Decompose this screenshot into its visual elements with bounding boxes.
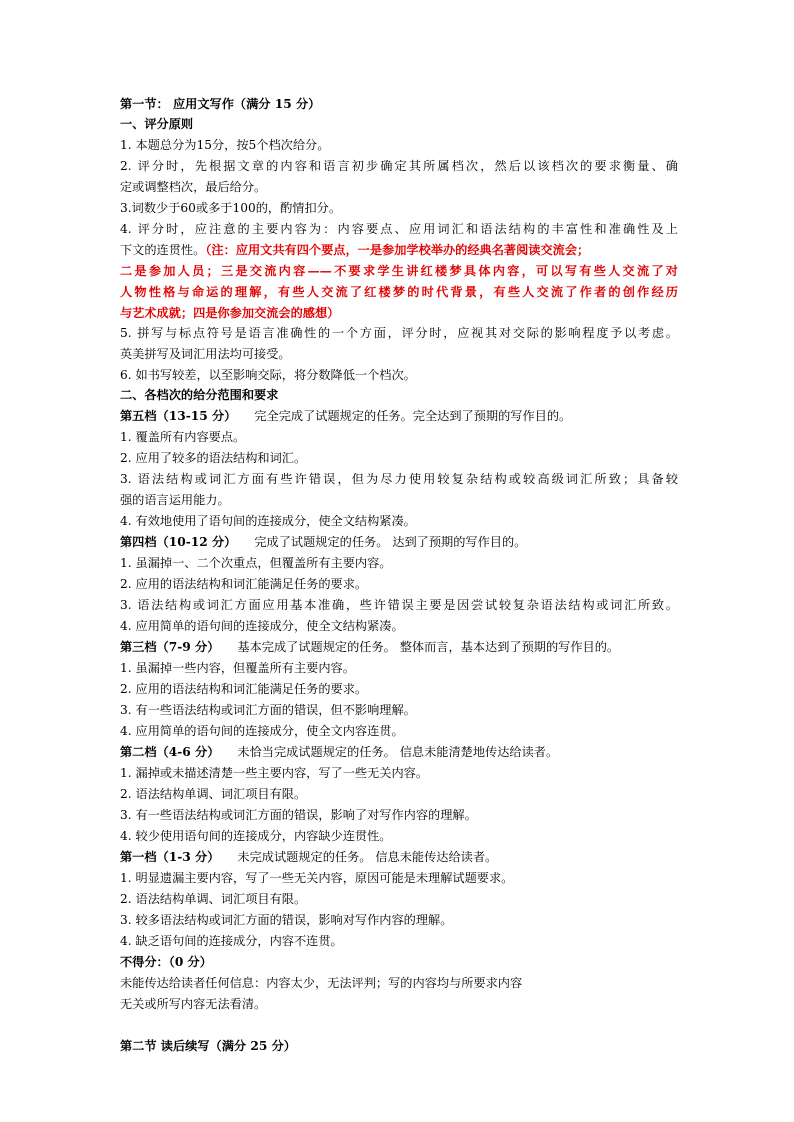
grade-2-header [120, 742, 558, 762]
principle-4-note-start: （注：应用文共有四个要点，一是参加学校举办的经典名著阅读交流会； [205, 243, 590, 257]
grade-2-item: 1. 漏掉或未描述清楚一些主要内容，写了一些无关内容。 [120, 766, 429, 780]
principle-4-line2 [120, 240, 589, 260]
grade-5-label: 第五档（13-15 分） [120, 409, 237, 423]
principle-3: 3.词数少于60或多于100的，酌情扣分。 [120, 201, 342, 215]
grade-1-desc: 未完成试题规定的任务。 信息未能传达给读者。 [237, 850, 498, 864]
section1-title: 第一节： 应用文写作（满分 15 分） [120, 97, 321, 111]
grade-4-desc: 完成了试题规定的任务。 达到了预期的写作目的。 [254, 535, 527, 549]
principle-5-line2: 英美拼写及词汇用法均可接受。 [120, 347, 291, 361]
principle-5-line1: 5. 拼写与标点符号是语言准确性的一个方面，评分时，应视其对交际的影响程度予以考虑。 [120, 326, 678, 340]
grade-5-item: 1. 覆盖所有内容要点。 [120, 430, 246, 444]
principle-1: 1. 本题总分为15分，按5个档次给分。 [120, 138, 330, 152]
grade-2-item: 2. 语法结构单调、词汇项目有限。 [120, 787, 307, 801]
grade-4-item: 2. 应用的语法结构和词汇能满足任务的要求。 [120, 577, 368, 591]
zero-score-line2: 无关或所写内容无法看清。 [120, 997, 267, 1011]
grade-2-item: 4. 较少使用语句间的连接成分，内容缺少连贯性。 [120, 829, 392, 843]
principle-4-line1: 4. 评分时，应注意的主要内容为：内容要点、应用词汇和语法结构的丰富性和准确性及上 [120, 222, 678, 236]
principles-heading: 一、评分原则 [120, 117, 194, 131]
grade-2-label: 第二档（4-6 分） [120, 745, 220, 759]
grade-3-item: 3. 有一些语法结构或词汇方面的错误，但不影响理解。 [120, 703, 416, 717]
grade-1-label: 第一档（1-3 分） [120, 850, 220, 864]
section2-title: 第二节 读后续写（满分 25 分） [120, 1039, 296, 1053]
principle-4-note-line4: 人物性格与命运的理解，有些人交流了红楼梦的时代背景，有些人交流了作者的创作经历 [120, 285, 678, 299]
grade-1-header [120, 847, 497, 867]
grade-5-item: 2. 应用了较多的语法结构和词汇。 [120, 451, 307, 465]
grade-4-item: 1. 虽漏掉一、二个次重点，但覆盖所有主要内容。 [120, 556, 392, 570]
grade-4-header [120, 532, 526, 552]
principle-4-plain: 下文的连贯性。 [120, 243, 206, 257]
grade-4-label: 第四档（10-12 分） [120, 535, 237, 549]
grade-4-item: 3. 语法结构或词汇方面应用基本准确，些许错误主要是因尝试较复杂语法结构或词汇所致。 [120, 598, 678, 612]
grade-3-item: 2. 应用的语法结构和词汇能满足任务的要求。 [120, 682, 368, 696]
grades-heading: 二、各档次的给分范围和要求 [120, 388, 279, 402]
grade-5-header [120, 406, 571, 426]
grade-1-item: 3. 较多语法结构或词汇方面的错误，影响对写作内容的理解。 [120, 913, 453, 927]
grade-3-item: 1. 虽漏掉一些内容，但覆盖所有主要内容。 [120, 661, 355, 675]
grade-1-item: 2. 语法结构单调、词汇项目有限。 [120, 892, 307, 906]
grade-3-header [120, 637, 619, 657]
grade-4-item: 4. 应用简单的语句间的连接成分，使全文结构紧凑。 [120, 619, 404, 633]
grade-2-item: 3. 有一些语法结构或词汇方面的错误，影响了对写作内容的理解。 [120, 808, 477, 822]
grade-3-label: 第三档（7-9 分） [120, 640, 220, 654]
grade-2-desc: 未恰当完成试题规定的任务。 信息未能清楚地传达给读者。 [237, 745, 559, 759]
grade-3-item: 4. 应用简单的语句间的连接成分，使全文内容连贯。 [120, 724, 404, 738]
grade-5-item: 强的语言运用能力。 [120, 493, 230, 507]
principle-2-line1: 2. 评分时，先根据文章的内容和语言初步确定其所属档次，然后以该档次的要求衡量、确 [120, 159, 678, 173]
grade-3-desc: 基本完成了试题规定的任务。 整体而言，基本达到了预期的写作目的。 [237, 640, 620, 654]
principle-6: 6. 如书写较差，以至影响交际，将分数降低一个档次。 [120, 368, 416, 382]
principle-4-note-line5: 与艺术成就；四是你参加交流会的感想） [120, 306, 340, 320]
zero-score-label: 不得分：（0 分） [120, 955, 212, 969]
principle-2-line2: 定或调整档次，最后给分。 [120, 180, 267, 194]
principle-4-note-line3: 二是参加人员；三是交流内容——不要求学生讲红楼梦具体内容，可以写有些人交流了对 [120, 264, 678, 278]
grade-5-item: 4. 有效地使用了语句间的连接成分，使全文结构紧凑。 [120, 514, 416, 528]
grade-5-desc: 完全完成了试题规定的任务。完全达到了预期的写作目的。 [254, 409, 572, 423]
grade-1-item: 1. 明显遗漏主要内容，写了一些无关内容，原因可能是未理解试题要求。 [120, 871, 514, 885]
zero-score-line1: 未能传达给读者任何信息：内容太少，无法评判；写的内容均与所要求内容 [120, 976, 523, 990]
grade-1-item: 4. 缺乏语句间的连接成分，内容不连贯。 [120, 934, 343, 948]
grade-5-item: 3. 语法结构或词汇方面有些许错误，但为尽力使用较复杂结构或较高级词汇所致；具备较 [120, 472, 678, 486]
